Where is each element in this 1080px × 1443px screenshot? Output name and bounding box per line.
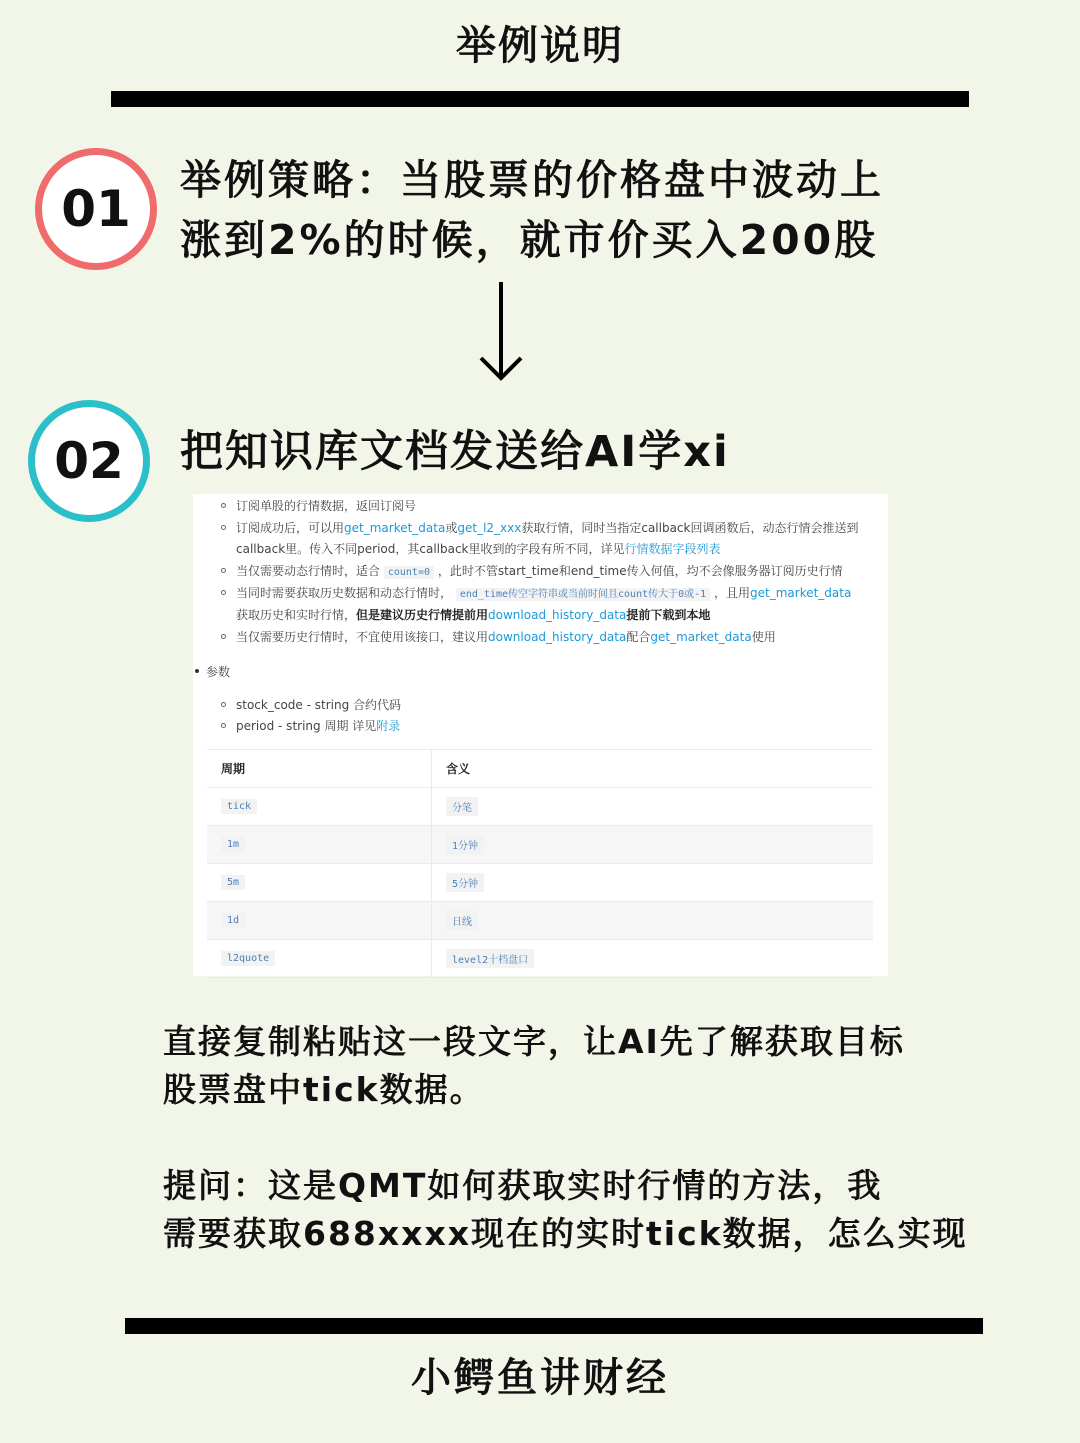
table-row bbox=[207, 826, 873, 864]
table-cell: 日线 bbox=[446, 911, 478, 930]
instruction-paragraph bbox=[163, 1018, 983, 1114]
table-row bbox=[207, 902, 873, 940]
table-row bbox=[207, 788, 873, 826]
step-1-badge: 01 bbox=[35, 148, 157, 270]
doc-link[interactable]: get_market_data bbox=[750, 586, 852, 600]
table-cell: 5m bbox=[221, 875, 245, 890]
table-row bbox=[207, 864, 873, 902]
doc-link[interactable]: get_market_data bbox=[650, 630, 752, 644]
page-title: 举例说明 bbox=[456, 23, 624, 69]
doc-link[interactable]: download_history_data bbox=[488, 608, 627, 622]
table-row bbox=[207, 940, 873, 978]
table-cell: level2十档盘口 bbox=[446, 949, 534, 968]
footer-signature: 小鳄鱼讲财经 bbox=[411, 1355, 669, 1401]
table-cell: 分笔 bbox=[446, 797, 478, 816]
table-cell: tick bbox=[221, 799, 257, 814]
table-header-cell: 周期 bbox=[207, 750, 432, 787]
question-line-1: 提问：这是QMT如何获取实时行情的方法，我 bbox=[163, 1166, 883, 1205]
params-heading: 参数 bbox=[206, 665, 231, 679]
table-header-cell: 含义 bbox=[446, 762, 471, 776]
doc-link[interactable]: get_market_data bbox=[344, 521, 446, 535]
instruction-line-2: 股票盘中tick数据。 bbox=[163, 1070, 485, 1109]
table-cell: 1d bbox=[221, 913, 245, 928]
doc-link[interactable]: 附录 bbox=[376, 719, 401, 733]
step-1-text bbox=[180, 150, 970, 270]
doc-link[interactable]: get_l2_xxx bbox=[457, 521, 522, 535]
doc-link[interactable]: 行情数据字段列表 bbox=[624, 542, 721, 556]
bullet-icon bbox=[195, 669, 199, 673]
step-2-text: 把知识库文档发送给AI学xi bbox=[180, 427, 730, 477]
doc-screenshot: 订阅单股的行情数据，返回订阅号 订阅成功后，可以用get_market_data或get_l2_xxx获取行情，同时当指定callback回调函数后，动态行情会推送到 callback里。传入不同period，其callback里收到的字段有所不同，详见行情数据字段列表 当仅需要动态行情时，适合 count=0 ，此时不管start_time和end_time传入何值，均不会像服务器订阅历史行情 当同时需要获取历史数据和动态行情时， end_time传空字符串或当前时间且count传大于0或-1 ，且用get_market_data 获取历史和实时行情，但是建议历史行情提前用download_history_data提前下载到本地 当仅需要历史行情时，不宜使用该接口，建议用download_history_data配合get_market_data使用 参数 stock_code - string 合约代码 period - string 周期 详见附录 周期 含义 tick 分笔 1m 1分钟 5m 5分钟 1d 日线 l2quote level2十档盘口 bbox=[193, 494, 888, 976]
bottom-divider bbox=[125, 1318, 983, 1334]
period-table bbox=[207, 749, 873, 978]
instruction-line-1: 直接复制粘贴这一段文字，让AI先了解获取目标 bbox=[163, 1022, 905, 1061]
step-2-badge: 02 bbox=[28, 400, 150, 522]
top-divider bbox=[111, 91, 969, 107]
question-line-2: 需要获取688xxxx现在的实时tick数据，怎么实现 bbox=[163, 1214, 968, 1253]
table-header bbox=[207, 750, 873, 788]
table-cell: l2quote bbox=[221, 951, 275, 966]
step-1-line-1: 举例策略：当股票的价格盘中波动上 bbox=[180, 156, 884, 204]
table-cell: 5分钟 bbox=[446, 873, 484, 892]
question-paragraph bbox=[163, 1162, 983, 1258]
step-1-line-2: 涨到2%的时候，就市价买入200股 bbox=[180, 216, 879, 264]
table-cell: 1m bbox=[221, 837, 245, 852]
arrow-down-icon bbox=[476, 280, 526, 385]
doc-link[interactable]: download_history_data bbox=[488, 630, 627, 644]
table-cell: 1分钟 bbox=[446, 835, 484, 854]
